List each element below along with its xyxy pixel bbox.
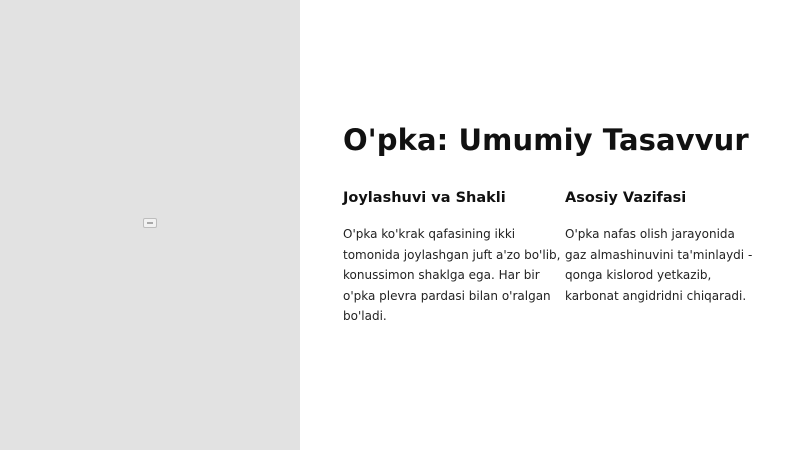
section-location-shape [343,188,565,327]
section-heading: Joylashuvi va Shakli [343,190,506,206]
content-area [343,120,763,327]
columns [343,188,763,327]
section-heading: Asosiy Vazifasi [565,190,687,206]
section-text: O'pka ko'krak qafasining ikki tomonida joylashgan juft a'zo bo'lib, konussimon shaklga ega. Har bir o'pka plevra pardasi bilan o'ralgan bo'ladi. [343,227,561,323]
slide-title: O'pka: Umumiy Tasavvur [343,123,749,157]
section-text: O'pka nafas olish jarayonida gaz almashinuvini ta'minlaydi - qonga kislorod yetkazib, karbonat angidridni chiqaradi. [565,227,753,303]
section-main-function [565,188,755,327]
broken-image-icon [143,218,157,228]
image-pane [0,0,300,450]
